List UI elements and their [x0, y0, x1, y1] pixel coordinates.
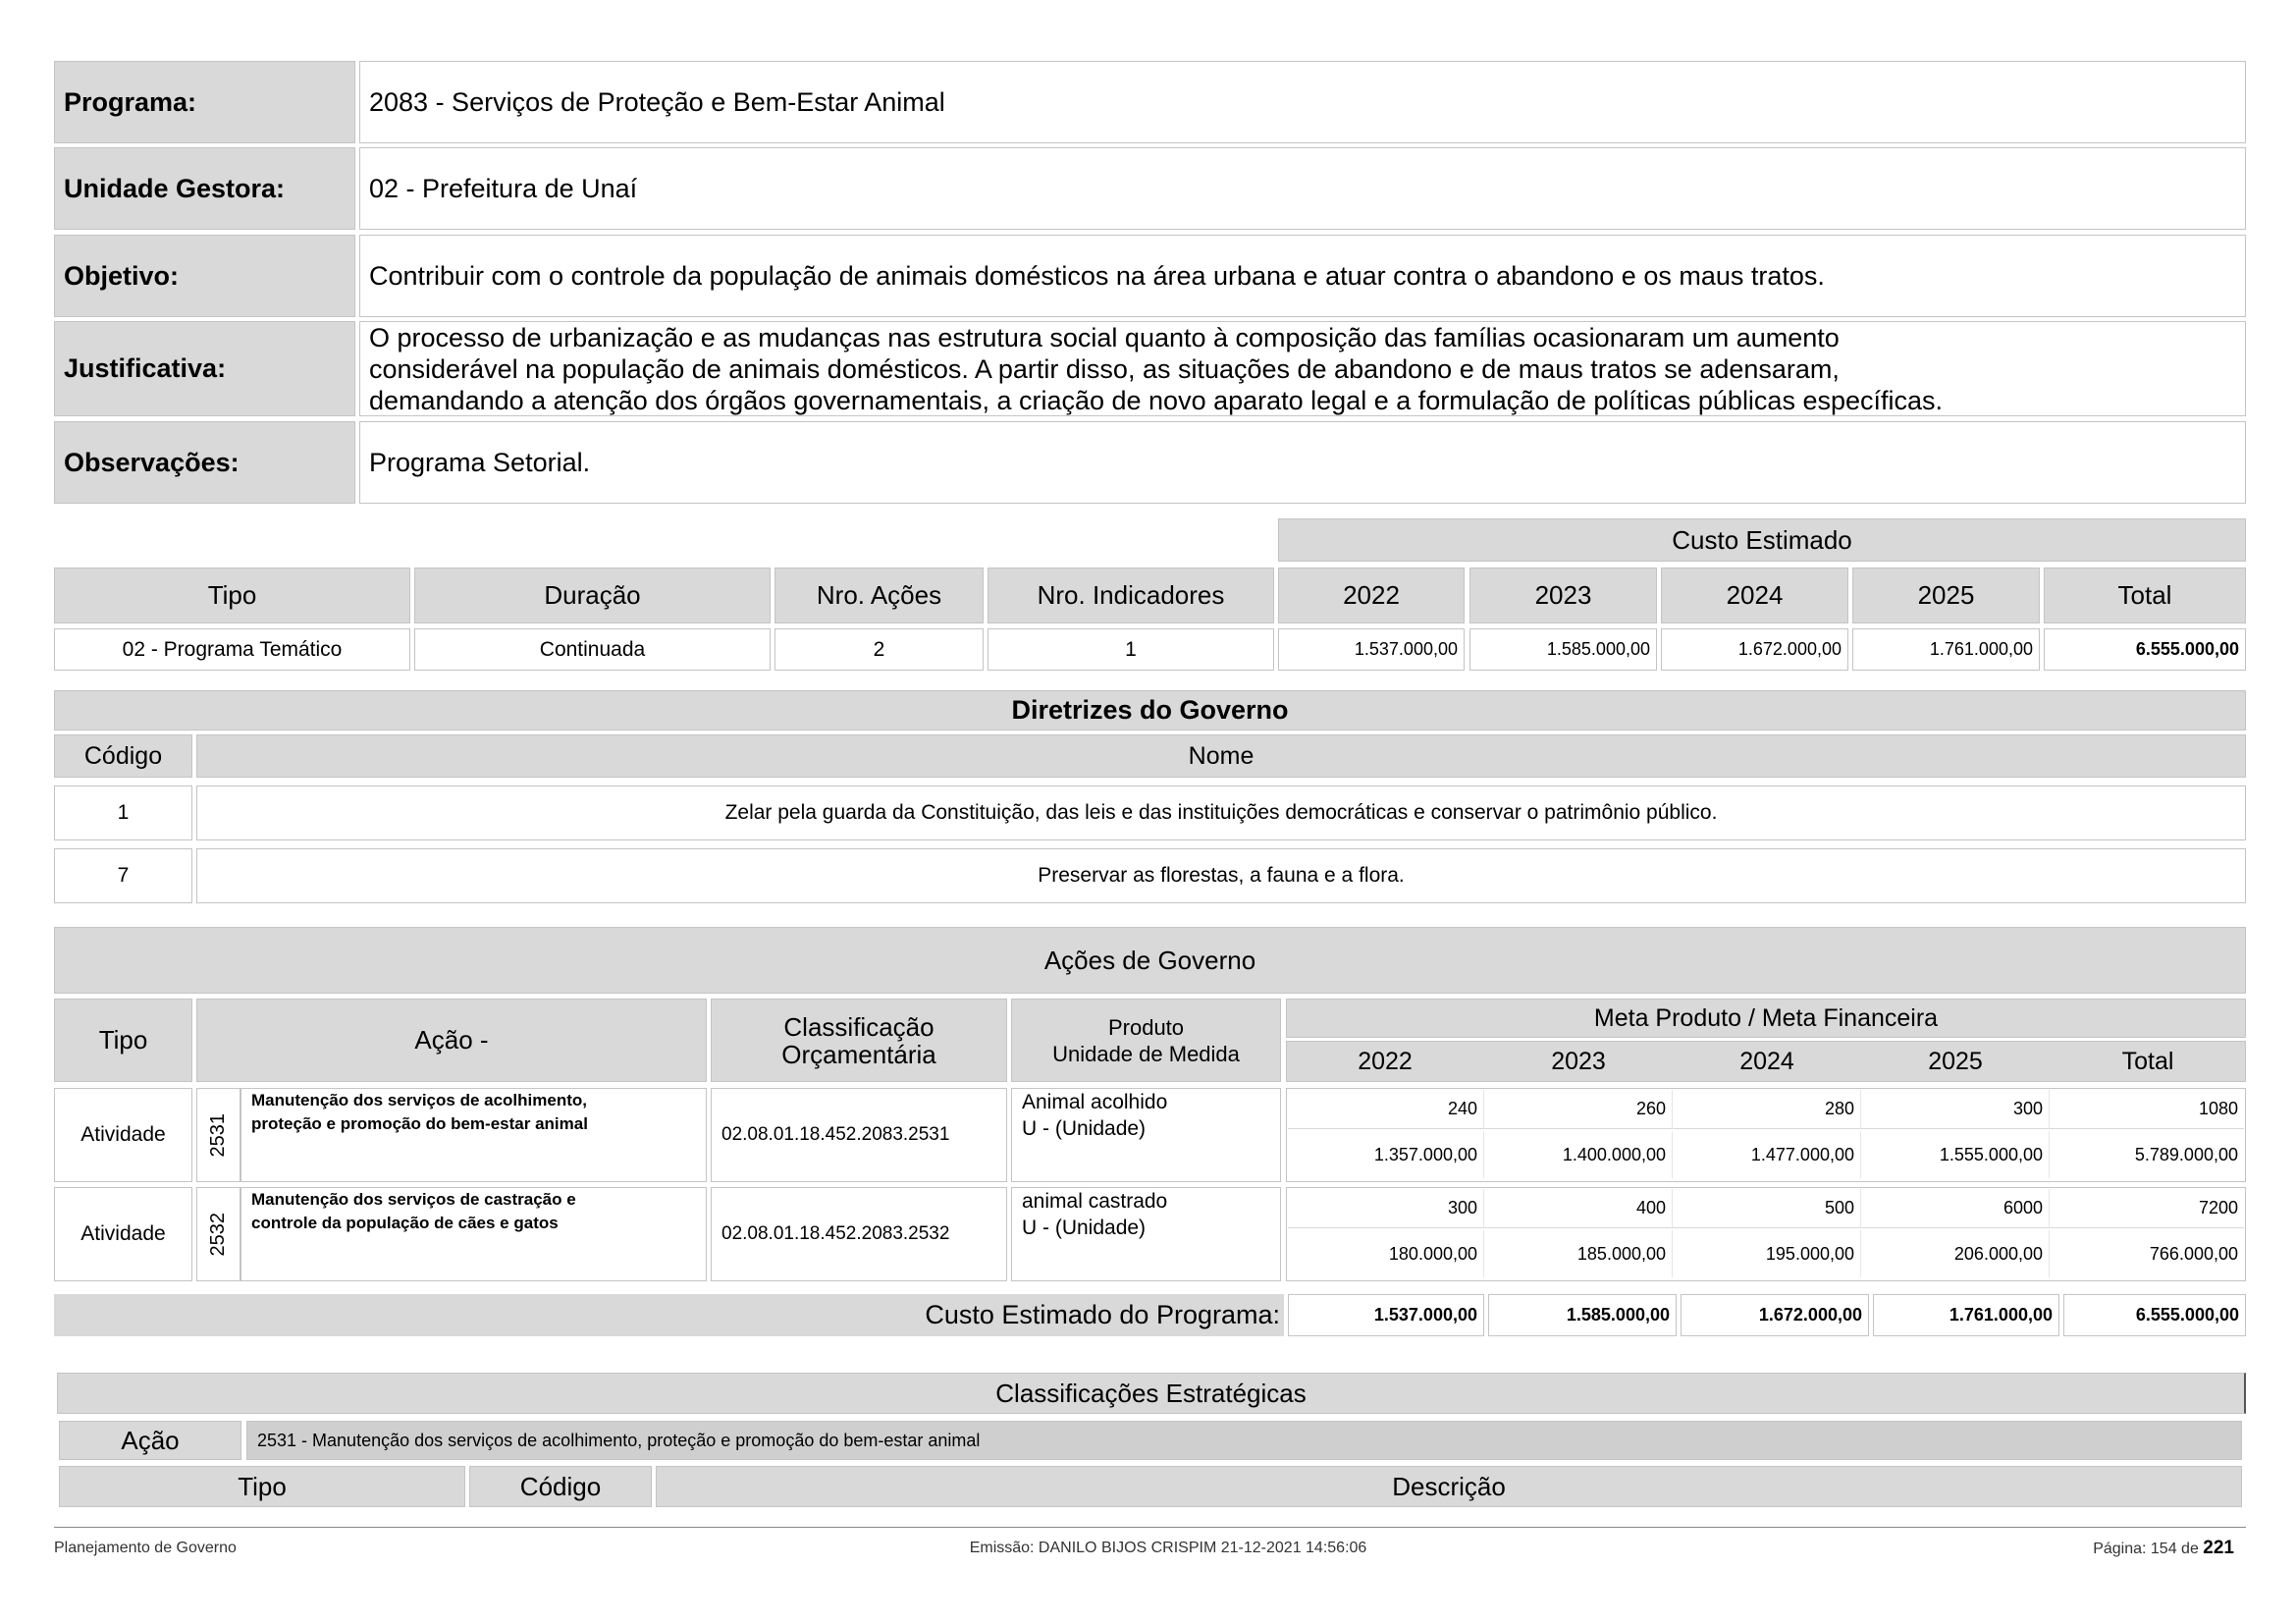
diretrizes-header-codigo: Código [54, 734, 192, 778]
custo-programa-value: 1.761.000,00 [1873, 1294, 2059, 1336]
footer-left: Planejamento de Governo [54, 1540, 237, 1556]
acao-row-financeiro: 195.000,00 [1673, 1230, 1861, 1277]
custo-programa-value: 1.537.000,00 [1288, 1294, 1484, 1336]
diretriz-row-codigo: 7 [54, 848, 192, 903]
acao-row-produto [1011, 1088, 1281, 1182]
acao-row-descricao-line1: Manutenção dos serviços de acolhimento, [251, 1091, 587, 1109]
diretriz-row-nome: Zelar pela guarda da Constituição, das leis e das instituições democráticas e conservar o patrimônio público. [196, 785, 2246, 840]
custo-estimado-title: Custo Estimado [1278, 518, 2246, 562]
acao-row-meta: 300 [1861, 1090, 2050, 1129]
acao-row-tipo: Atividade [54, 1187, 192, 1281]
acao-row-financeiro: 1.555.000,00 [1861, 1131, 2050, 1178]
custo-header-2022: 2022 [1278, 568, 1465, 623]
acoes-header-produto [1011, 999, 1281, 1082]
acao-row-descricao [240, 1088, 707, 1182]
justificativa-value [359, 321, 2246, 416]
custo-row-2025: 1.761.000,00 [1852, 628, 2040, 671]
acoes-header-2022: 2022 [1358, 1047, 1413, 1075]
acoes-header-total: Total [2121, 1047, 2174, 1075]
diretrizes-header-nome: Nome [196, 734, 2246, 778]
acao-row-financeiro: 1.477.000,00 [1673, 1131, 1861, 1178]
custo-header-2025: 2025 [1852, 568, 2040, 623]
acoes-header-classificacao [711, 999, 1007, 1082]
custo-row-2022: 1.537.000,00 [1278, 628, 1465, 671]
acao-row-codigo: 2531 [207, 1112, 229, 1158]
justificativa-line-2: considerável na população de animais domésticos. A partir disso, as situações de abandono e de maus tratos se adensaram, [369, 353, 1840, 384]
acoes-header-classificacao-line1: Classificação [783, 1011, 934, 1042]
justificativa-line-3: demandando a atenção dos órgãos governamentais, a criação de novo aparato legal e a formulação de políticas públicas específicas. [369, 385, 1944, 415]
footer-divider [54, 1527, 2246, 1528]
acao-row-financeiro: 185.000,00 [1484, 1230, 1673, 1277]
label-programa: Programa: [54, 61, 355, 143]
acao-row-produto-name: Animal acolhido [1022, 1091, 1168, 1113]
label-unidade-gestora: Unidade Gestora: [54, 147, 355, 230]
custo-header-duracao: Duração [414, 568, 771, 623]
footer-page-total: 221 [2203, 1538, 2234, 1558]
acao-row-descricao-line1: Manutenção dos serviços de castração e [251, 1190, 576, 1209]
acoes-header-acao: Ação - [196, 999, 707, 1082]
custo-row-nro-indicadores: 1 [988, 628, 1274, 671]
acao-row-tipo: Atividade [54, 1088, 192, 1182]
custo-row-2023: 1.585.000,00 [1469, 628, 1657, 671]
acoes-header-2025: 2025 [1928, 1047, 1983, 1075]
acao-row-financeiro: 206.000,00 [1861, 1230, 2050, 1277]
custo-row-duracao: Continuada [414, 628, 771, 671]
footer-page [2002, 1538, 2234, 1559]
acoes-header-tipo: Tipo [54, 999, 192, 1082]
diretrizes-title: Diretrizes do Governo [54, 690, 2246, 730]
acao-row-meta: 500 [1673, 1189, 1861, 1228]
unidade-gestora-value: 02 - Prefeitura de Unaí [359, 147, 2246, 230]
custo-header-tipo: Tipo [54, 568, 410, 623]
estrategicas-header-tipo: Tipo [59, 1466, 465, 1507]
custo-programa-value: 1.585.000,00 [1488, 1294, 1677, 1336]
acao-row-classificacao: 02.08.01.18.452.2083.2531 [711, 1088, 1007, 1182]
custo-header-total: Total [2044, 568, 2246, 623]
objetivo-value: Contribuir com o controle da população de animais domésticos na área urbana e atuar contra o abandono e os maus tratos. [359, 235, 2246, 317]
acao-row-meta: 300 [1288, 1189, 1484, 1228]
label-objetivo: Objetivo: [54, 235, 355, 317]
custo-header-2023: 2023 [1469, 568, 1657, 623]
estrategicas-title: Classificações Estratégicas [57, 1373, 2246, 1414]
justificativa-line-1: O processo de urbanização e as mudanças nas estrutura social quanto à composição das famílias ocasionaram um aumento [369, 322, 1840, 352]
acao-row-meta: 240 [1288, 1090, 1484, 1129]
custo-programa-total: 6.555.000,00 [2063, 1294, 2246, 1336]
acao-row-meta: 280 [1673, 1090, 1861, 1129]
acoes-header-classificacao-line2: Orçamentária [781, 1039, 936, 1069]
acao-row-financeiro: 180.000,00 [1288, 1230, 1484, 1277]
acao-row-unidade: U - (Unidade) [1022, 1117, 1147, 1140]
acao-row-meta-total: 1080 [2050, 1090, 2244, 1129]
acao-row-produto-name: animal castrado [1022, 1190, 1168, 1213]
acao-row-descricao [240, 1187, 707, 1281]
acao-row-meta: 260 [1484, 1090, 1673, 1129]
label-justificativa: Justificativa: [54, 321, 355, 416]
diretriz-row-nome: Preservar as florestas, a fauna e a flora. [196, 848, 2246, 903]
estrategicas-acao-value: 2531 - Manutenção dos serviços de acolhimento, proteção e promoção do bem-estar animal [246, 1421, 2242, 1460]
acoes-header-produto-line2: Unidade de Medida [1052, 1041, 1240, 1066]
estrategicas-header-codigo: Código [469, 1466, 652, 1507]
acao-row-unidade: U - (Unidade) [1022, 1217, 1147, 1239]
acoes-header-meta: Meta Produto / Meta Financeira [1286, 999, 2246, 1038]
custo-row-total: 6.555.000,00 [2044, 628, 2246, 671]
footer-page-prefix: Página: 154 de [2093, 1541, 2199, 1557]
custo-row-nro-acoes: 2 [774, 628, 984, 671]
acoes-header-2023: 2023 [1551, 1047, 1606, 1075]
estrategicas-acao-label: Ação [59, 1421, 241, 1460]
acao-row-financeiro: 1.357.000,00 [1288, 1131, 1484, 1178]
acoes-header-2024: 2024 [1739, 1047, 1794, 1075]
acao-row-financeiro-total: 766.000,00 [2050, 1230, 2244, 1277]
acao-row-financeiro: 1.400.000,00 [1484, 1131, 1673, 1178]
custo-row-tipo: 02 - Programa Temático [54, 628, 410, 671]
custo-header-nro-acoes: Nro. Ações [774, 568, 984, 623]
acao-row-financeiro-total: 5.789.000,00 [2050, 1131, 2244, 1178]
custo-header-nro-indicadores: Nro. Indicadores [988, 568, 1274, 623]
acoes-title: Ações de Governo [54, 927, 2246, 994]
custo-header-2024: 2024 [1661, 568, 1848, 623]
acoes-header-produto-line1: Produto [1107, 1014, 1185, 1040]
acao-row-meta: 400 [1484, 1189, 1673, 1228]
custo-programa-value: 1.672.000,00 [1681, 1294, 1869, 1336]
footer-emissao: Emissão: DANILO BIJOS CRISPIM 21-12-2021 14:56:06 [969, 1540, 1367, 1556]
custo-row-2024: 1.672.000,00 [1661, 628, 1848, 671]
custo-programa-label: Custo Estimado do Programa: [54, 1294, 1284, 1336]
observacoes-value: Programa Setorial. [359, 421, 2246, 504]
acao-row-codigo-cell [196, 1088, 240, 1182]
acao-row-codigo-cell [196, 1187, 240, 1281]
acao-row-descricao-line2: controle da população de cães e gatos [251, 1214, 559, 1232]
diretriz-row-codigo: 1 [54, 785, 192, 840]
acao-row-descricao-line2: proteção e promoção do bem-estar animal [251, 1114, 588, 1133]
acao-row-classificacao: 02.08.01.18.452.2083.2532 [711, 1187, 1007, 1281]
label-observacoes: Observações: [54, 421, 355, 504]
programa-value: 2083 - Serviços de Proteção e Bem-Estar Animal [359, 61, 2246, 143]
estrategicas-header-descricao: Descrição [656, 1466, 2242, 1507]
acao-row-meta: 6000 [1861, 1189, 2050, 1228]
acao-row-codigo: 2532 [207, 1212, 229, 1257]
acao-row-produto [1011, 1187, 1281, 1281]
acao-row-meta-total: 7200 [2050, 1189, 2244, 1228]
